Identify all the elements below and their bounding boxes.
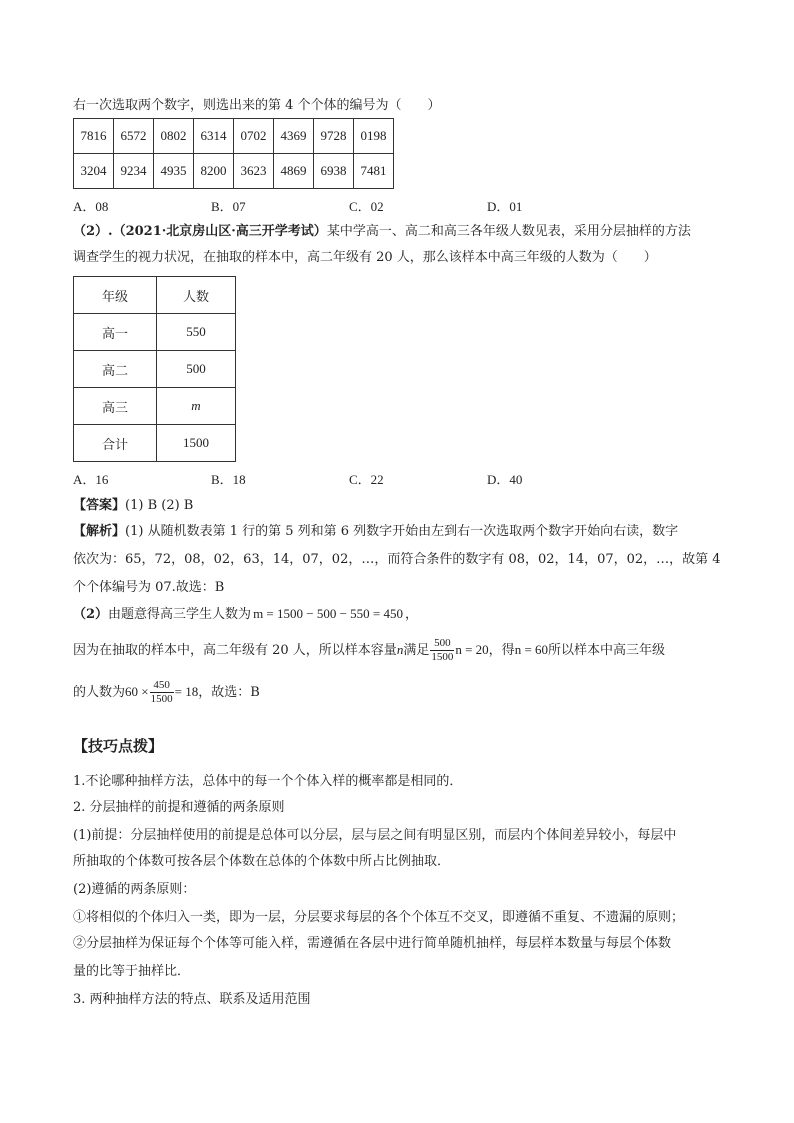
tips-paragraph-3: (1)前提：分层抽样使用的前提是总体可以分层，层与层之间有明显区别，而层内个体间差异较小，每层中 bbox=[73, 828, 677, 843]
analysis-text-6a: 的人数为 bbox=[73, 685, 126, 700]
analysis-line-6 bbox=[73, 678, 260, 707]
q1-option-b: B．07 bbox=[211, 199, 246, 214]
q1-option-c: C．02 bbox=[349, 199, 384, 214]
table-row bbox=[74, 425, 236, 462]
table-cell: 550 bbox=[157, 314, 236, 351]
analysis-text-5f: 所以样本中高三年级 bbox=[548, 643, 666, 658]
formula-60x: 60 × bbox=[125, 684, 149, 699]
fraction-450-1500 bbox=[150, 679, 174, 706]
tips-paragraph-7: ②分层抽样为保证每个个体等可能入样，需遵循在各层中进行简单随机抽样，每层样本数量与每层个体数 bbox=[73, 936, 672, 951]
q2-label: （2）.（2021·北京房山区·高三开学考试） bbox=[73, 224, 327, 239]
q2-line-1 bbox=[73, 222, 691, 242]
table-cell: 6314 bbox=[194, 119, 234, 154]
analysis-line-2: 依次为：65，72，08，02，63，14，07，02，…，而符合条件的数字有 08，02，14，07，02，…，故第 4 bbox=[73, 552, 721, 567]
formula-n20: n = 20 bbox=[455, 642, 489, 657]
random-number-table bbox=[73, 118, 394, 189]
table-cell: 8200 bbox=[194, 154, 234, 189]
analysis-text-4: 由题意得高三学生人数为 bbox=[108, 607, 252, 622]
table-header: 人数 bbox=[157, 277, 236, 314]
formula-n60: n = 60 bbox=[514, 642, 549, 657]
table-cell: 6938 bbox=[314, 154, 354, 189]
analysis-text-5a: 因为在抽取的样本中，高二年级有 20 人，所以样本容量 bbox=[73, 643, 397, 658]
table-cell: 0198 bbox=[354, 119, 394, 154]
tips-paragraph-4: 所抽取的个体数可按各层个体数在总体的个体数中所占比例抽取． bbox=[73, 854, 451, 869]
tips-paragraph-6: ①将相似的个体归入一类，即为一层，分层要求每层的各个个体互不交叉，即遵循不重复、不遗漏的原则； bbox=[73, 910, 685, 925]
table-cell: 9234 bbox=[114, 154, 154, 189]
analysis-text-5b: 满足 bbox=[403, 643, 430, 658]
table-row bbox=[74, 154, 394, 189]
q1-option-d: D．01 bbox=[487, 199, 523, 214]
answer-label: 【答案】 bbox=[73, 498, 126, 513]
table-cell: 7481 bbox=[354, 154, 394, 189]
formula-m: m = 1500 − 500 − 550 = 450 bbox=[253, 606, 404, 621]
fraction-numerator: 500 bbox=[430, 637, 454, 651]
q1-intro: 右一次选取两个数字，则选出来的第 4 个个体的编号为（ ） bbox=[73, 98, 441, 113]
fraction-denominator: 1500 bbox=[150, 693, 173, 705]
table-row bbox=[74, 351, 236, 388]
table-row bbox=[74, 388, 236, 425]
tips-paragraph-2: 2. 分层抽样的前提和遵循的两条原则 bbox=[73, 800, 285, 815]
table-header-row bbox=[74, 277, 236, 314]
tips-heading: 【技巧点拨】 bbox=[73, 737, 164, 755]
table-cell: 3204 bbox=[74, 154, 114, 189]
q2-line-2: 调查学生的视力状况，在抽取的样本中，高二年级有 20 人，那么该样本中高三年级的人数为（ ） bbox=[73, 250, 657, 265]
table-cell: 0802 bbox=[154, 119, 194, 154]
fraction-500-1500 bbox=[430, 637, 454, 664]
var-n: n bbox=[396, 642, 404, 657]
analysis-text-1: (1) 从随机数表第 1 行的第 5 列和第 6 列数字开始由左到右一次选取两个数字开始向右读，数字 bbox=[125, 524, 679, 539]
table-header: 年级 bbox=[74, 277, 157, 314]
answer-line bbox=[73, 496, 193, 516]
table-cell: m bbox=[157, 388, 236, 425]
formula-18: = 18 bbox=[174, 684, 199, 699]
table-cell: 高三 bbox=[74, 388, 157, 425]
q2-option-a: A．16 bbox=[73, 472, 109, 487]
analysis-label: 【解析】 bbox=[73, 524, 126, 539]
analysis-text-5d: ，得 bbox=[488, 643, 515, 658]
fraction-denominator: 1500 bbox=[431, 651, 454, 663]
table-cell: 0702 bbox=[234, 119, 274, 154]
table-cell: 9728 bbox=[314, 119, 354, 154]
table-row bbox=[74, 314, 236, 351]
q2-option-d: D．40 bbox=[487, 472, 523, 487]
q2-text-1: 某中学高一、高二和高三各年级人数见表，采用分层抽样的方法 bbox=[326, 224, 691, 239]
q1-option-a: A．08 bbox=[73, 199, 109, 214]
tips-paragraph-5: (2)遵循的两条原则： bbox=[73, 882, 196, 897]
analysis-part2-label: （2） bbox=[73, 607, 109, 622]
analysis-text-4-end: ， bbox=[405, 607, 419, 622]
analysis-line-4 bbox=[73, 604, 418, 625]
tips-paragraph-1: 1.不论哪种抽样方法，总体中的每一个个体入样的概率都是相同的． bbox=[73, 774, 463, 789]
table-cell: 4869 bbox=[274, 154, 314, 189]
analysis-line-5 bbox=[73, 636, 665, 665]
table-cell: 3623 bbox=[234, 154, 274, 189]
table-cell: 6572 bbox=[114, 119, 154, 154]
q2-option-c: C．22 bbox=[349, 472, 384, 487]
tips-paragraph-9: 3. 两种抽样方法的特点、联系及适用范围 bbox=[73, 992, 311, 1007]
table-cell: 500 bbox=[157, 351, 236, 388]
table-cell: 1500 bbox=[157, 425, 236, 462]
q2-option-b: B．18 bbox=[211, 472, 246, 487]
table-cell: 高一 bbox=[74, 314, 157, 351]
analysis-line-1 bbox=[73, 522, 678, 542]
table-cell: 4935 bbox=[154, 154, 194, 189]
analysis-text-6d: ，故选：B bbox=[198, 685, 260, 700]
fraction-numerator: 450 bbox=[150, 679, 174, 693]
answer-text: (1) B (2) B bbox=[125, 498, 194, 513]
table-cell: 7816 bbox=[74, 119, 114, 154]
tips-paragraph-8: 量的比等于抽样比． bbox=[73, 964, 191, 979]
table-row bbox=[74, 119, 394, 154]
grade-table bbox=[73, 276, 236, 462]
analysis-line-3: 个个体编号为 07.故选：B bbox=[73, 580, 225, 595]
table-cell: 4369 bbox=[274, 119, 314, 154]
table-cell: 高二 bbox=[74, 351, 157, 388]
table-cell: 合计 bbox=[74, 425, 157, 462]
